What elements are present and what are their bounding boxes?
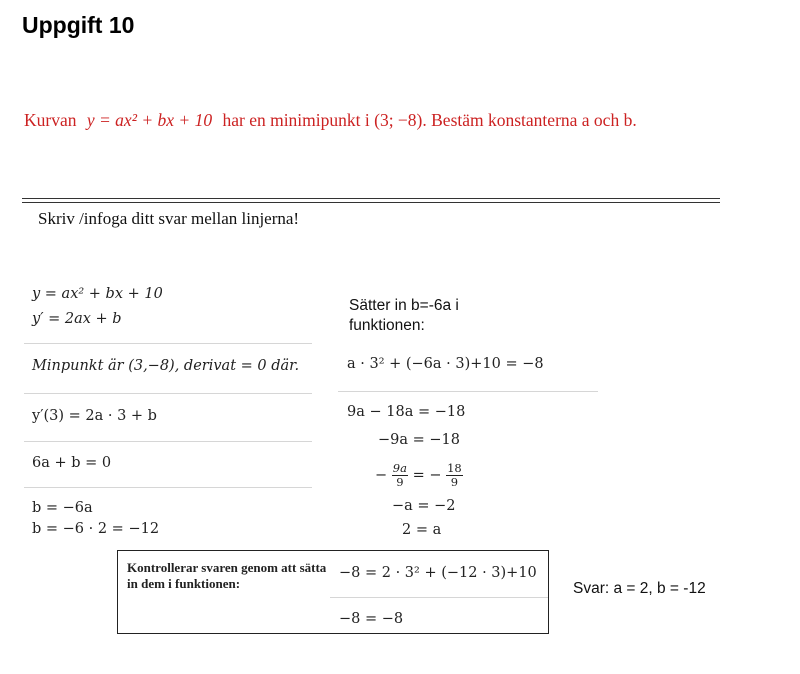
b-expression: b = −6a (32, 500, 93, 516)
separator (330, 597, 548, 598)
function-line: y = ax² + bx + 10 (32, 286, 163, 302)
step-4: −a = −2 (392, 498, 456, 514)
b-value: b = −6 · 2 = −12 (32, 521, 160, 537)
derivative-line: y′ = 2ax + b (32, 311, 122, 327)
fraction-left-den: 9 (396, 475, 404, 489)
task-formula: y = ax² + bx + 10 (86, 110, 213, 130)
equation-line: 6a + b = 0 (32, 455, 112, 471)
separator (338, 391, 598, 392)
page-title: Uppgift 10 (22, 12, 135, 38)
instruction-text: Skriv /infoga ditt svar mellan linjerna! (38, 209, 300, 228)
fraction-left-num: 9a (392, 461, 407, 475)
step-3: − $\frac{9a}{9}$ = − $\frac{18}{9}$ (375, 461, 462, 489)
fraction-right-num: 18 (447, 461, 462, 475)
minpoint-text: Minpunkt är (3,−8), derivat = 0 där. (32, 358, 300, 374)
fraction-left (392, 462, 408, 489)
separator (24, 343, 312, 344)
task-statement (24, 110, 637, 131)
separator (24, 487, 312, 488)
step-2: −9a = −18 (378, 432, 460, 448)
substitute-text: Sätter in b=-6a i funktionen: (349, 297, 459, 334)
step-1: 9a − 18a = −18 (347, 404, 466, 420)
fraction-right-den: 9 (450, 475, 459, 489)
fraction-right (446, 462, 463, 489)
top-rule-2 (22, 202, 720, 203)
top-rule (22, 198, 720, 199)
answer-text: Svar: a = 2, b = -12 (573, 580, 706, 597)
substituted-equation: a · 3² + (−6a · 3)+10 = −8 (347, 356, 544, 372)
check-label: Kontrollerar svaren genom att sätta in dem i funktionen: (127, 560, 327, 591)
derivative-at-3: y′(3) = 2a · 3 + b (32, 408, 157, 424)
check-box (117, 550, 549, 634)
separator (24, 393, 312, 394)
separator (24, 441, 312, 442)
task-text-after: har en minimipunkt i (3; −8). Bestäm konstanterna a och b. (218, 110, 637, 130)
task-text-before: Kurvan (24, 110, 81, 130)
check-line-1: −8 = 2 · 3² + (−12 · 3)+10 (339, 565, 537, 581)
step-3-eq: = (412, 467, 425, 484)
step-5: 2 = a (402, 522, 442, 538)
check-line-2: −8 = −8 (339, 611, 404, 627)
